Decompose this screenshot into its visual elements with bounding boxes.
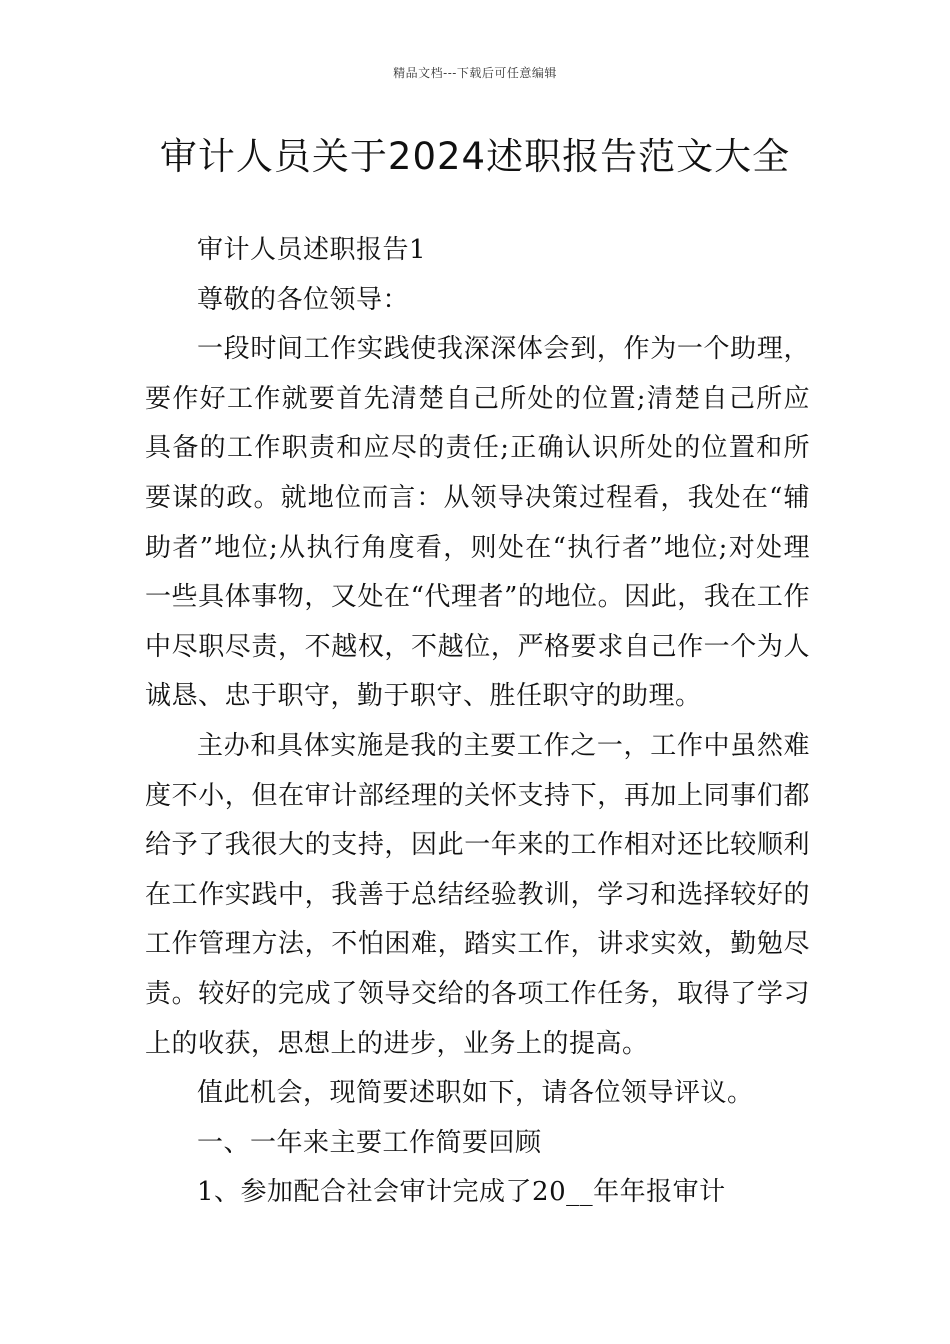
body-paragraph: 值此机会，现简要述职如下，请各位领导评议。 <box>197 1078 754 1109</box>
salutation: 尊敬的各位领导： <box>197 284 410 315</box>
body-paragraph: 主办和具体实施是我的主要工作之一，工作中虽然难度不小，但在审计部经理的关怀支持下，再加上同事们都给予了我很大的支持，因此一年来的工作相对还比较顺利在工作实践中，我善于总结经验教训，学习和选择较好的工作管理方法，不怕困难，踏实工作，讲求实效，勤勉尽责。较好的完成了领导交给的各项工作任务，取得了学习上的收获，思想上的进步，业务上的提高。 <box>145 730 810 1059</box>
header-note: 精品文档---下载后可任意编辑 <box>393 66 557 80</box>
report-subtitle: 审计人员述职报告1 <box>197 235 427 265</box>
document-body <box>145 226 810 1218</box>
list-item: 1、参加配合社会审计完成了20__年年报审计 <box>197 1177 726 1208</box>
section-heading: 一、一年来主要工作简要回顾 <box>197 1127 542 1158</box>
body-paragraph: 一段时间工作实践使我深深体会到，作为一个助理，要作好工作就要首先清楚自己所处的位置;清楚自己所应具备的工作职责和应尽的责任;正确认识所处的位置和所要谋的政。就地位而言：从领导决策过程看，我处在“辅助者”地位;从执行角度看，则处在“执行者”地位;对处理一些具体事物，又处在“代理者”的地位。因此，我在工作中尽职尽责，不越权，不越位，严格要求自己作一个为人诚恳、忠于职守，勤于职守、胜任职守的助理。 <box>145 334 810 712</box>
document-title: 审计人员关于2024述职报告范文大全 <box>159 135 791 178</box>
